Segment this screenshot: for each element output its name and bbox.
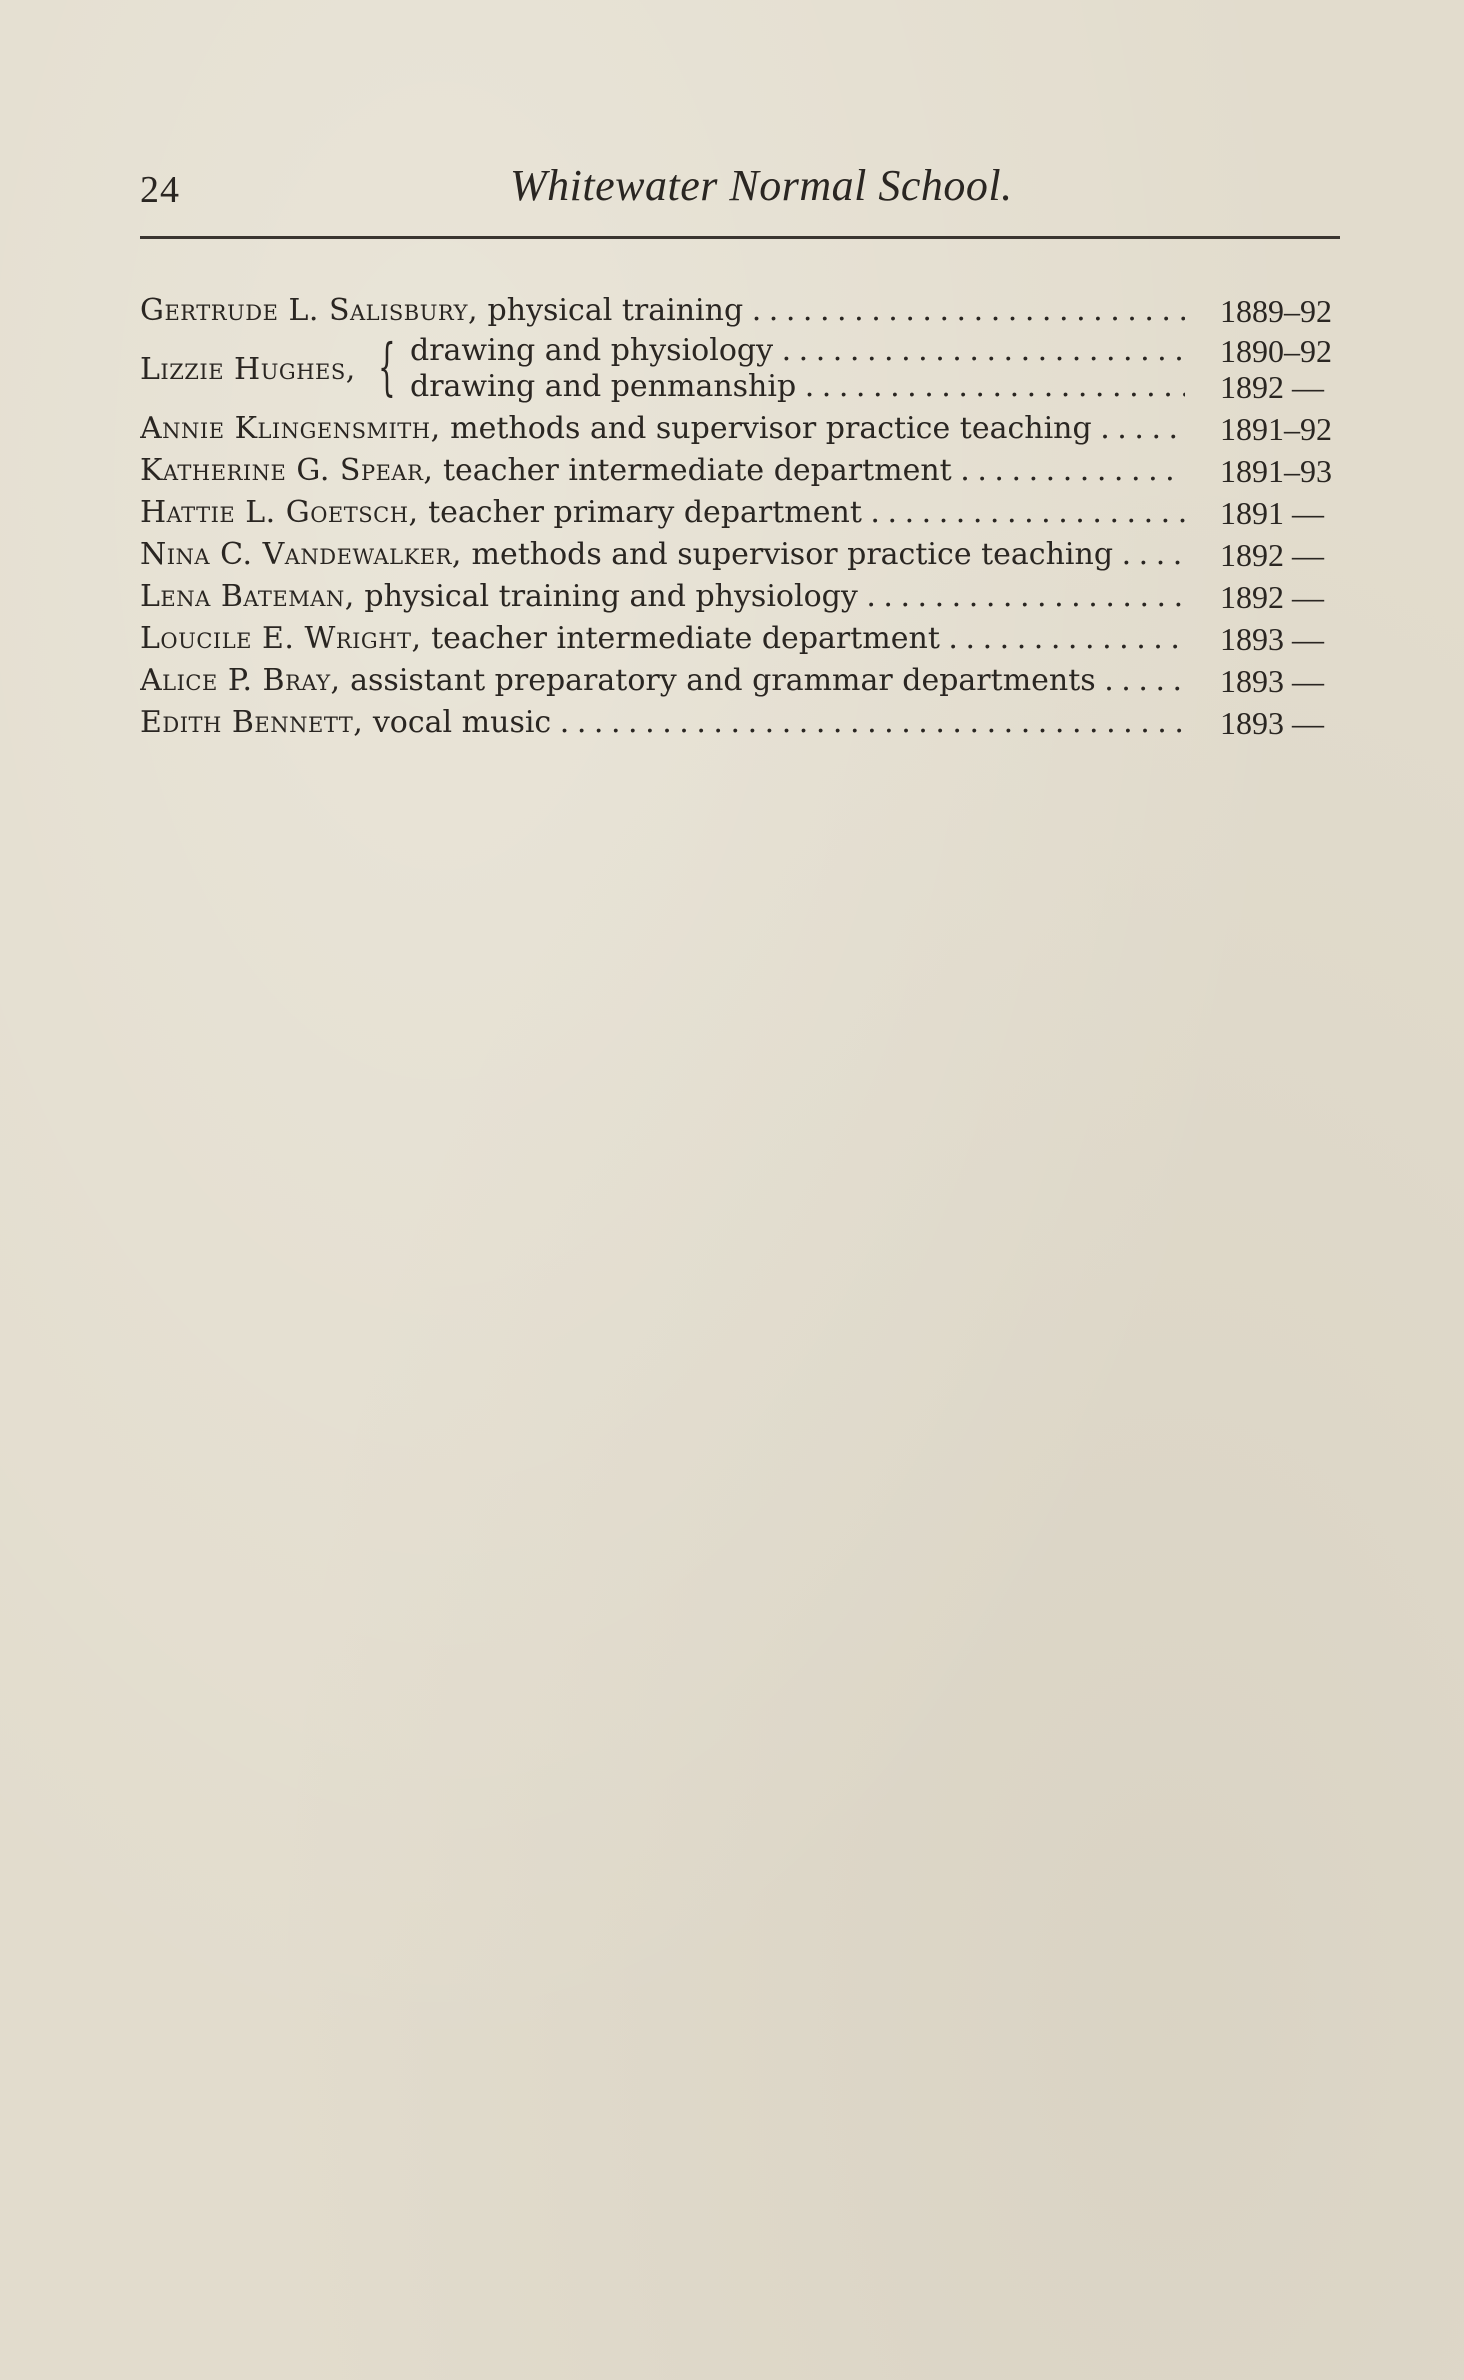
faculty-years: 1893 — [1220, 621, 1324, 657]
faculty-years: 1892 — [1220, 369, 1324, 405]
list-item [140, 408, 1340, 450]
faculty-name: Gertrude L. Salisbury, [140, 293, 478, 328]
faculty-years: 1891–92 [1220, 411, 1332, 447]
faculty-role: teacher primary department [428, 495, 862, 530]
list-item [140, 332, 1340, 408]
list-item [140, 534, 1340, 576]
faculty-role: methods and supervisor practice teaching [450, 411, 1092, 446]
list-item [140, 450, 1340, 492]
faculty-years: 1890–92 [1220, 333, 1332, 369]
faculty-years: 1891–93 [1220, 453, 1332, 489]
running-title: Whitewater Normal School. [510, 161, 1013, 210]
faculty-role: assistant preparatory and grammar departments [350, 663, 1096, 698]
faculty-role: vocal music [372, 705, 552, 740]
faculty-role: drawing and penmanship [410, 369, 797, 404]
list-item [140, 702, 1340, 744]
faculty-years: 1893 — [1220, 705, 1324, 741]
faculty-role: methods and supervisor practice teaching [471, 537, 1114, 572]
faculty-name: Annie Klingensmith, [140, 411, 441, 446]
faculty-years: 1892 — [1220, 579, 1324, 615]
faculty-role: physical training and physiology [364, 579, 858, 614]
faculty-name: Nina C. Vandewalker, [140, 537, 462, 572]
faculty-role: teacher intermediate department [431, 621, 940, 656]
faculty-name: Hattie L. Goetsch, [140, 495, 419, 530]
list-item [140, 660, 1340, 702]
list-item [140, 290, 1340, 332]
faculty-name: Edith Bennett, [140, 705, 364, 740]
sub-item [410, 332, 1410, 370]
header-rule [140, 236, 1340, 239]
faculty-list [140, 290, 1340, 744]
faculty-years: 1889–92 [1220, 293, 1332, 329]
faculty-name: Alice P. Bray, [140, 663, 341, 698]
faculty-years: 1891 — [1220, 495, 1324, 531]
faculty-role: physical training [487, 293, 744, 328]
faculty-name: Loucile E. Wright, [140, 621, 422, 656]
list-item [140, 492, 1340, 534]
faculty-years: 1893 — [1220, 663, 1324, 699]
faculty-name: Lena Bateman, [140, 579, 355, 614]
list-item [140, 576, 1340, 618]
faculty-name: Lizzie Hughes, [140, 352, 356, 387]
brace-mark: { [378, 330, 396, 403]
faculty-years: 1892 — [1220, 537, 1324, 573]
sub-item [410, 368, 1410, 406]
list-item [140, 618, 1340, 660]
faculty-role: drawing and physiology [410, 333, 774, 368]
faculty-name: Katherine G. Spear, [140, 453, 434, 488]
running-head [140, 160, 1340, 220]
page-number: 24 [140, 169, 180, 211]
faculty-role: teacher intermediate department [442, 453, 952, 488]
